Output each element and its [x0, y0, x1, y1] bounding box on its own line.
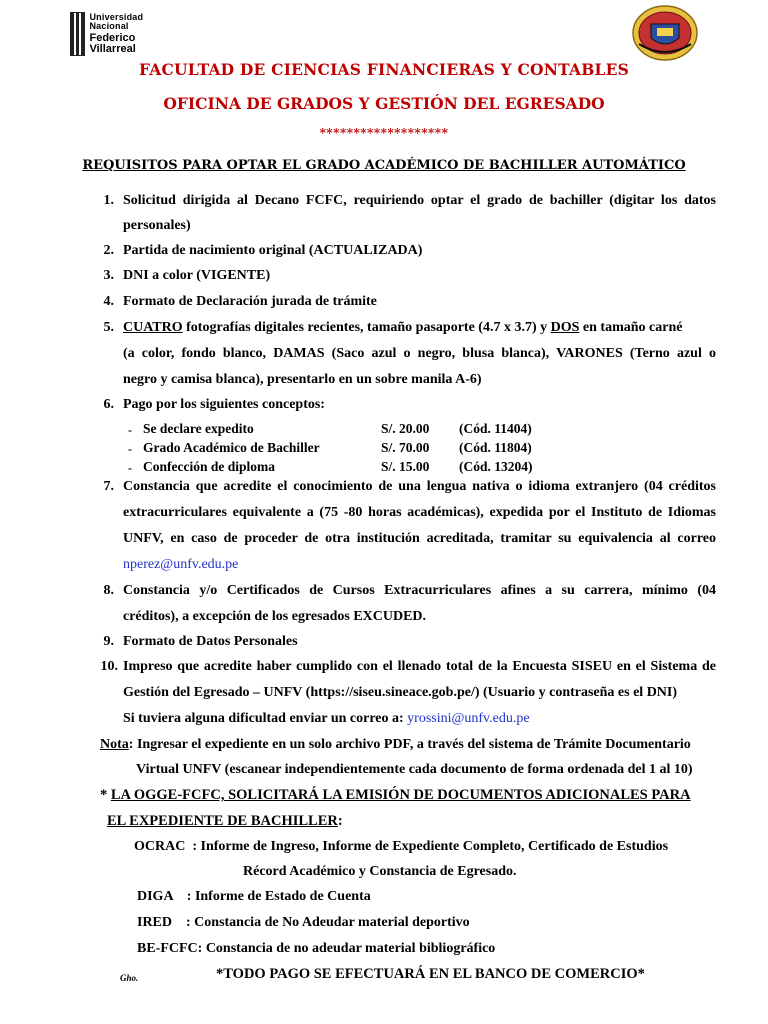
university-name-line1: Universidad Nacional: [89, 12, 144, 31]
payment-bullet: -: [128, 461, 132, 475]
payment-concept: Se declare expedito: [143, 421, 254, 436]
payment-amount: S/. 70.00: [381, 440, 430, 455]
item-5-text-cont2: negro y camisa blanca), presentarlo en un sobre manila A-6): [123, 372, 482, 387]
item-number: 3.: [103, 268, 114, 283]
item-number: 9.: [103, 634, 114, 649]
nota-text-cont: Virtual UNFV (escanear independientemente cada documento de forma ordenada del 1 al 10): [136, 762, 693, 777]
item-6-text: Pago por los siguientes conceptos:: [123, 397, 325, 412]
additional-docs-title: * LA OGGE-FCFC, SOLICITARÁ LA EMISIÓN DE DOCUMENTOS ADICIONALES PARA: [100, 787, 691, 803]
item-1-text: Solicitud dirigida al Decano FCFC, requiriendo optar el grado de bachiller (digitar los datos: [123, 193, 716, 208]
payment-code: (Cód. 13204): [459, 459, 533, 474]
email-link-yrossini[interactable]: yrossini@unfv.edu.pe: [407, 711, 530, 726]
item-number: 7.: [103, 479, 114, 494]
footer-initials: Gho.: [120, 973, 139, 983]
item-number: 1.: [103, 193, 114, 208]
office-ocrac: OCRAC : Informe de Ingreso, Informe de Expediente Completo, Certificado de Estudios: [134, 839, 669, 854]
item-number: 4.: [103, 294, 114, 309]
item-5-text: CUATRO fotografías digitales recientes, tamaño pasaporte (4.7 x 3.7) y DOS en tamaño carné: [123, 320, 683, 335]
faculty-title: FACULTAD DE CIENCIAS FINANCIERAS Y CONTABLES: [138, 60, 630, 79]
item-10-text: Impreso que acredite haber cumplido con el llenado total de la Encuesta SISEU en el Sistema de: [123, 659, 716, 674]
office-title: OFICINA DE GRADOS Y GESTIÓN DEL EGRESADO: [163, 94, 605, 113]
payment-concept: Confección de diploma: [143, 459, 276, 474]
office-diga: DIGA : Informe de Estado de Cuenta: [137, 889, 371, 904]
payment-bullet: -: [128, 423, 132, 437]
nota-label: Nota: [100, 737, 129, 752]
payment-amount: S/. 20.00: [381, 421, 430, 436]
item-number: 5.: [103, 320, 114, 335]
nota-text: Nota: Ingresar el expediente en un solo archivo PDF, a través del sistema de Trámite Documentario: [100, 737, 691, 752]
item-1-text-cont: personales): [123, 218, 191, 233]
item-3-text: DNI a color (VIGENTE): [123, 268, 271, 283]
item-10-text-cont: Gestión del Egresado – UNFV (https://siseu.sineace.gob.pe/) (Usuario y contraseña es el DNI): [123, 685, 678, 700]
item-number: 10.: [100, 659, 118, 674]
payment-concept: Grado Académico de Bachiller: [143, 440, 320, 455]
university-emblem-icon: [70, 12, 85, 56]
email-link-nperez[interactable]: nperez@unfv.edu.pe: [123, 557, 239, 572]
office-ired: IRED : Constancia de No Adeudar material deportivo: [137, 915, 470, 930]
item-8-text-cont: créditos), a excepción de los egresados EXCUDED.: [123, 609, 427, 624]
payment-code: (Cód. 11804): [459, 440, 532, 455]
payment-amount: S/. 15.00: [381, 459, 430, 474]
payment-code: (Cód. 11404): [459, 421, 532, 436]
university-name-line2: Federico Villarreal: [89, 32, 136, 55]
item-5-cuatro: CUATRO: [123, 320, 183, 335]
decorative-stars: *******************: [319, 126, 449, 140]
item-10-text-cont2: Si tuviera alguna dificultad enviar un correo a: yrossini@unfv.edu.pe: [123, 711, 530, 726]
item-number: 8.: [103, 583, 114, 598]
payment-bullet: -: [128, 442, 132, 456]
item-5-dos: DOS: [550, 320, 580, 335]
item-7-text-cont: extracurriculares equivalente a (75 -80 horas académicas), expedida por el Instituto de Idiomas: [123, 505, 716, 520]
additional-docs-title-cont: EL EXPEDIENTE DE BACHILLER:: [107, 813, 343, 829]
item-8-text: Constancia y/o Certificados de Cursos Extracurriculares afines a su carrera, mínimo (04: [123, 583, 716, 598]
item-number: 6.: [103, 397, 114, 412]
item-4-text: Formato de Declaración jurada de trámite: [123, 294, 377, 309]
office-be-fcfc: BE-FCFC: Constancia de no adeudar material bibliográfico: [137, 941, 496, 956]
item-9-text: Formato de Datos Personales: [123, 634, 298, 649]
faculty-shield-icon: [631, 4, 699, 62]
office-ocrac-cont: Récord Académico y Constancia de Egresado.: [243, 864, 517, 879]
item-2-text: Partida de nacimiento original (ACTUALIZADA): [123, 243, 423, 258]
item-number: 2.: [103, 243, 114, 258]
item-7-text-cont2: UNFV, en caso de proceder de otra institución acreditada, tramitar su equivalencia al correo: [123, 531, 716, 546]
item-7-text: Constancia que acredite el conocimiento de una lengua nativa o idioma extranjero (04 créditos: [123, 479, 716, 494]
university-logo: [70, 12, 170, 56]
footer-payment-note: *TODO PAGO SE EFECTUARÁ EN EL BANCO DE COMERCIO*: [216, 966, 645, 982]
requirements-title: REQUISITOS PARA OPTAR EL GRADO ACADÉMICO DE BACHILLER AUTOMÁTICO: [82, 158, 686, 173]
item-5-text-cont: (a color, fondo blanco, DAMAS (Saco azul o negro, blusa blanca), VARONES (Terno azul o: [123, 346, 716, 361]
